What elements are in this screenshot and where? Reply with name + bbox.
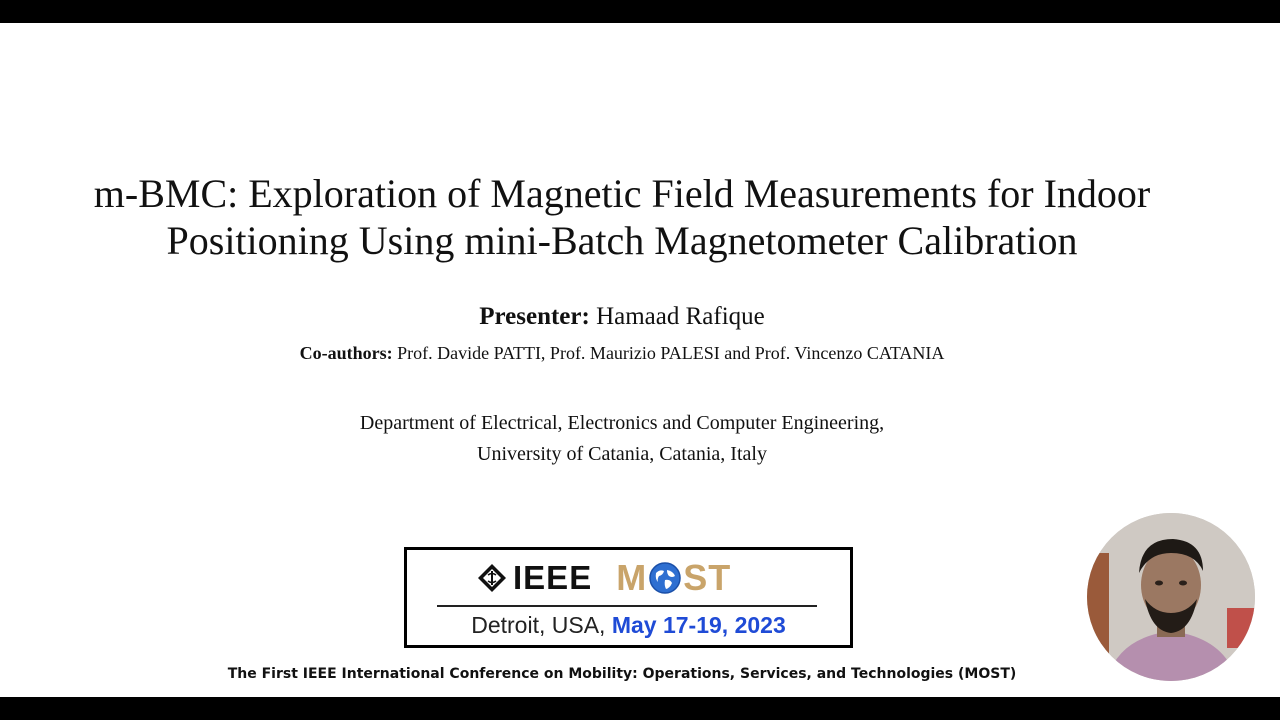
affiliation-line-1: Department of Electrical, Electronics and Computer Engineering, bbox=[359, 412, 885, 434]
most-suffix: ST bbox=[683, 557, 732, 598]
logo-location: Detroit, USA, bbox=[471, 612, 612, 638]
presenter-video-icon bbox=[1087, 513, 1255, 681]
slide-title bbox=[0, 170, 1244, 264]
presenter-webcam bbox=[1087, 513, 1255, 681]
affiliation bbox=[0, 408, 1244, 470]
coauthors-names: Prof. Davide PATTI, Prof. Maurizio PALESI and Prof. Vincenzo CATANIA bbox=[392, 343, 945, 363]
title-line-1: m-BMC: Exploration of Magnetic Field Measurements for Indoor bbox=[93, 171, 1151, 216]
most-wordmark bbox=[616, 557, 731, 599]
title-line-2: Positioning Using mini-Batch Magnetometer Calibration bbox=[166, 218, 1078, 263]
slide bbox=[0, 23, 1280, 697]
affiliation-line-2: University of Catania, Catania, Italy bbox=[477, 443, 767, 465]
conference-logo bbox=[404, 547, 853, 648]
globe-icon bbox=[648, 561, 682, 595]
logo-top-row bbox=[477, 556, 731, 600]
ieee-wordmark: IEEE bbox=[513, 559, 593, 596]
ieee-diamond-icon bbox=[477, 563, 507, 593]
logo-location-line bbox=[407, 612, 850, 639]
logo-dates: May 17-19, 2023 bbox=[611, 612, 786, 638]
logo-divider bbox=[437, 605, 817, 607]
coauthors-line bbox=[0, 343, 1244, 364]
presenter-name: Hamaad Rafique bbox=[589, 303, 765, 330]
most-prefix: M bbox=[616, 557, 648, 598]
presenter-line bbox=[0, 303, 1244, 331]
presenter-label: Presenter: bbox=[479, 303, 590, 330]
conference-name: The First IEEE International Conference on Mobility: Operations, Services, and Technologies (MOST) bbox=[227, 666, 1017, 682]
coauthors-label: Co-authors: bbox=[299, 343, 393, 363]
